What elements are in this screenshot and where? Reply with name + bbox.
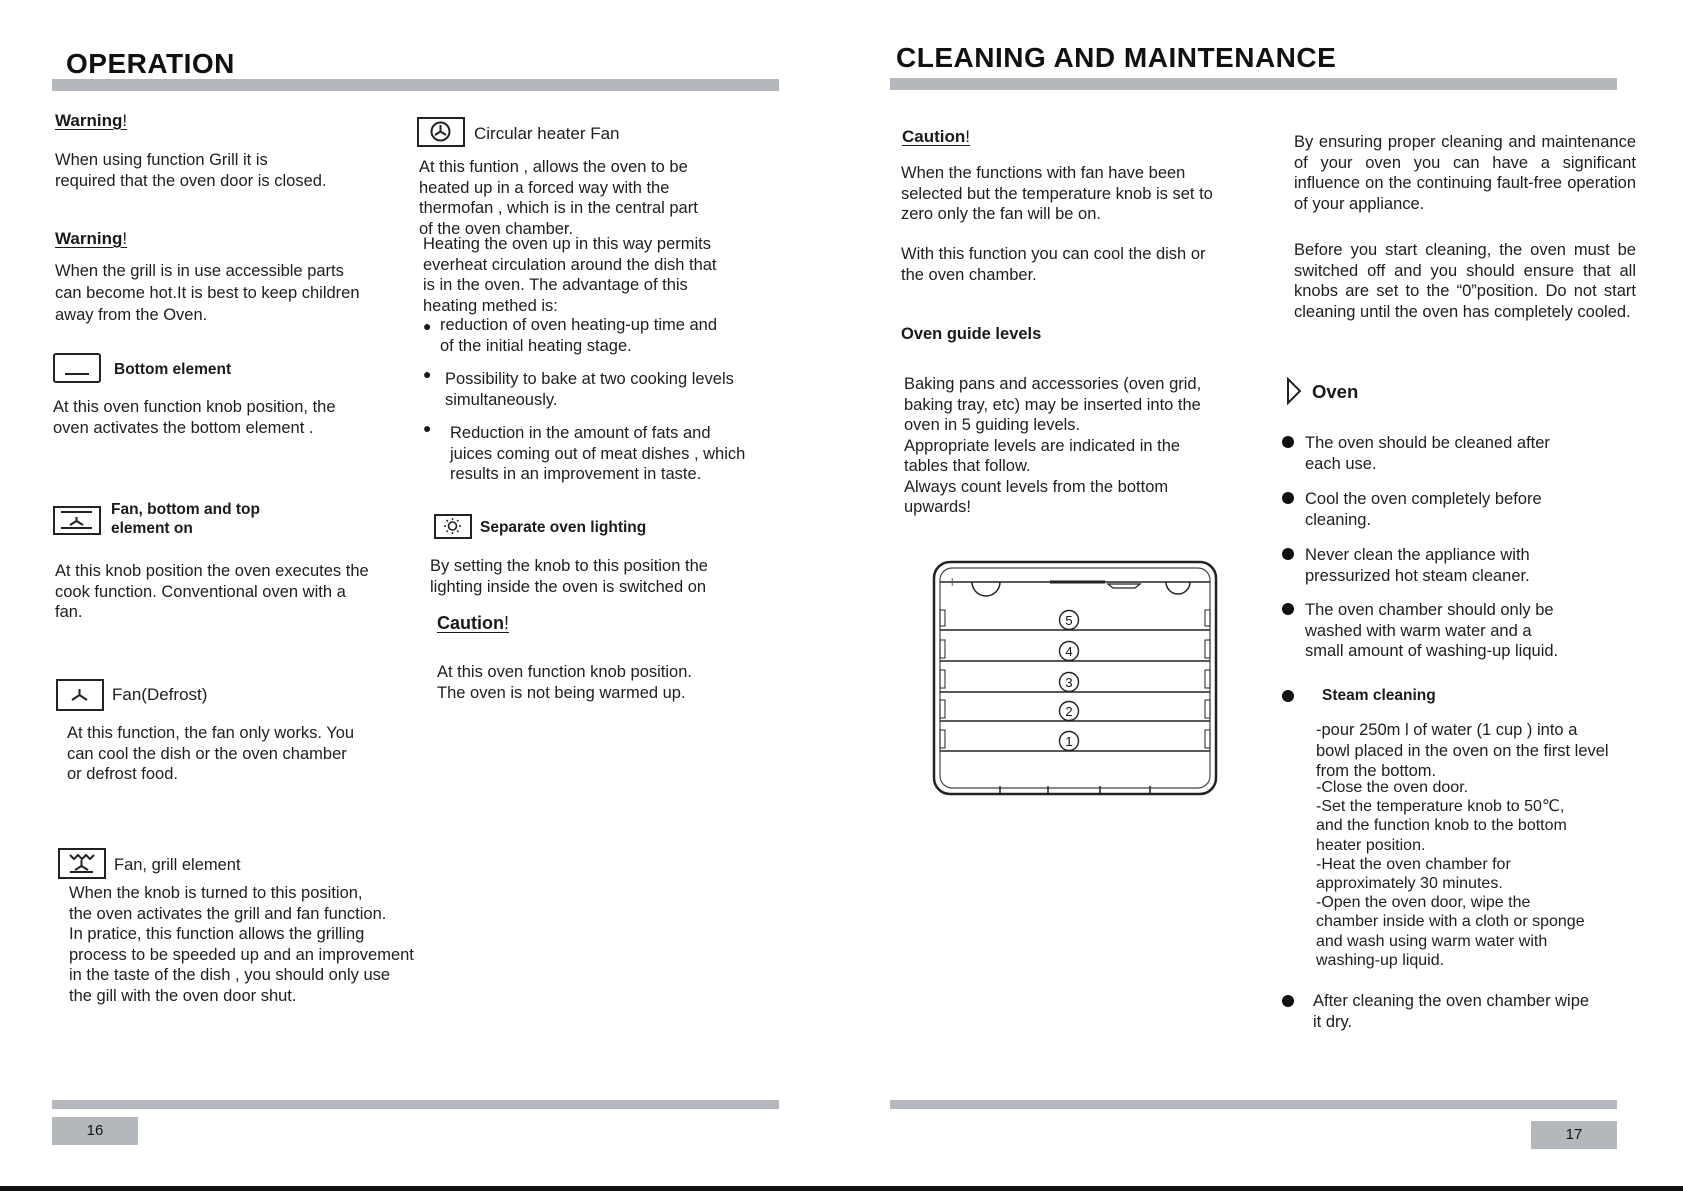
page-title-operation: OPERATION <box>66 48 235 79</box>
bottom-element-text: At this oven function knob position, the oven activates the bottom element . <box>53 398 336 437</box>
fan-symbol: ⊹ <box>948 577 957 588</box>
header-rule-right <box>890 78 1617 90</box>
warning-text-2: When the grill is in use accessible parts can become hot.It is best to keep children away from the Oven. <box>55 262 360 324</box>
bullet-dot: ● <box>423 366 432 382</box>
fan-bottom-top-icon <box>53 506 101 535</box>
oven-outer-frame <box>934 562 1216 794</box>
steam-text-2: -Close the oven door. -Set the temperature knob to 50℃, and the function knob to the bottom heater position. -Heat the oven chamber for approximately 30 minutes. -Open the oven door, wipe the chamber inside with a cloth or sponge and wash using warm water with washing-up liquid. <box>1316 779 1585 969</box>
footer-rule-right <box>890 1100 1617 1109</box>
circular-fan-text-1: At this funtion , allows the oven to be heated up in a forced way with the thermofan , which is in the central part of the oven chamber. <box>419 158 698 238</box>
bullet-dot <box>1282 492 1294 504</box>
page-number-17: 17 <box>1531 1121 1617 1149</box>
header-rule-left <box>52 79 779 91</box>
bottom-element-label: Bottom element <box>114 361 232 378</box>
caution-label: Caution <box>902 127 966 146</box>
fan-defrost-label: Fan(Defrost) <box>112 685 208 704</box>
page-number-16: 16 <box>52 1117 138 1145</box>
after-cleaning-text: After cleaning the oven chamber wipe it dry. <box>1313 992 1590 1031</box>
shelf-rails <box>940 610 1210 751</box>
bullet-dot <box>1282 548 1294 560</box>
oven-bullet-1: The oven should be cleaned after each use. <box>1305 434 1550 473</box>
fan-grill-label: Fan, grill element <box>114 856 241 874</box>
warning-mark: ! <box>122 111 128 130</box>
fan-defrost-text: At this function, the fan only works. You can cool the dish or the oven chamber or defrost food. <box>67 724 355 783</box>
level-2-label: 2 <box>1065 704 1073 719</box>
level-4-label: 4 <box>1065 644 1073 659</box>
warning-label: Warning <box>55 111 123 130</box>
oven-inner-frame <box>940 568 1210 788</box>
bullet-dot <box>1282 690 1294 702</box>
circular-fan-bullet-2: Possibility to bake at two cooking levels simultaneously. <box>445 370 734 409</box>
bullet-dot <box>1282 436 1294 448</box>
level-3-label: 3 <box>1065 675 1073 690</box>
bullet-dot: ● <box>423 318 432 334</box>
warning-heading-2 <box>55 229 127 249</box>
bullet-dot: ● <box>423 420 432 436</box>
page-title-cleaning: CLEANING AND MAINTENANCE <box>896 42 1337 73</box>
caution-heading-right <box>902 127 970 147</box>
lamp-icon <box>434 514 472 539</box>
circular-fan-text-2: Heating the oven up in this way permits everheat circulation around the dish that is in the oven. The advantage of this heating methed is: <box>423 235 717 315</box>
oven-bullet-2: Cool the oven completely before cleaning. <box>1305 490 1542 529</box>
guide-levels-text: Baking pans and accessories (oven grid, baking tray, etc) may be inserted into the oven in 5 guiding levels. Appropriate levels are indicated in the tables that follow. Always count levels from the bottom upwards! <box>904 375 1202 516</box>
circular-fan-bullet-1: reduction of oven heating-up time and of the initial heating stage. <box>440 316 718 355</box>
caution-mark: ! <box>965 127 971 146</box>
scan-edge <box>0 1186 1683 1191</box>
caution-text-left: At this oven function knob position. The oven is not being warmed up. <box>437 663 692 702</box>
lighting-label: Separate oven lighting <box>480 519 647 536</box>
guide-levels-heading: Oven guide levels <box>901 325 1042 343</box>
caution-text-right-1: When the functions with fan have been selected but the temperature knob is set to zero only the fan will be on. <box>901 164 1213 223</box>
footer-rule-left <box>52 1100 779 1109</box>
intro-text-2: Before you start cleaning, the oven must be switched off and you should ensure that all knobs are set to the “0”position. Do not start cleaning until the oven has completely cooled. <box>1294 241 1636 321</box>
fan-grill-text: When the knob is turned to this position, the oven activates the grill and fan function. In pratice, this function allows the grilling process to be speeded up and an improvement in the taste of the dish , you should only use the gill with the oven door shut. <box>69 884 414 1005</box>
fan-bottom-top-text: At this knob position the oven executes the cook function. Conventional oven with a fan. <box>55 562 369 621</box>
intro-text-1: By ensuring proper cleaning and maintenance of your oven you can have a significant influence on the continuing fault-free operation of your appliance. <box>1294 133 1636 213</box>
caution-heading-left <box>437 613 509 634</box>
caution-label: Caution <box>437 613 504 633</box>
warning-mark: ! <box>122 229 128 248</box>
caution-mark: ! <box>504 613 510 633</box>
warning-text-1: When using function Grill it is required that the oven door is closed. <box>55 151 327 190</box>
level-markers <box>1060 611 1079 751</box>
warning-label: Warning <box>55 229 123 248</box>
fan-defrost-icon <box>56 679 104 711</box>
play-triangle-icon <box>1286 377 1302 405</box>
circular-fan-bullet-3: Reduction in the amount of fats and juices coming out of meat dishes , which results in an improvement in taste. <box>450 424 746 483</box>
oven-levels-diagram <box>930 558 1220 798</box>
circular-fan-label: Circular heater Fan <box>474 124 620 143</box>
warning-heading-1 <box>55 111 127 131</box>
fan-bottom-top-label: Fan, bottom and top element on <box>111 501 260 537</box>
bullet-dot <box>1282 603 1294 615</box>
steam-text-1: -pour 250m l of water (1 cup ) into a bowl placed in the oven on the first level from the bottom. <box>1316 721 1609 780</box>
level-1-label: 1 <box>1065 734 1073 749</box>
level-5-label: 5 <box>1065 613 1073 628</box>
bullet-dot <box>1282 995 1294 1007</box>
steam-cleaning-heading: Steam cleaning <box>1322 687 1436 704</box>
fan-grill-icon <box>58 848 106 879</box>
oven-bullet-4: The oven chamber should only be washed with warm water and a small amount of washing-up liquid. <box>1305 601 1559 660</box>
oven-bullet-3: Never clean the appliance with pressurized hot steam cleaner. <box>1305 546 1530 585</box>
oven-heading: Oven <box>1312 381 1359 402</box>
lighting-text: By setting the knob to this position the lighting inside the oven is switched on <box>430 557 708 596</box>
caution-text-right-2: With this function you can cool the dish or the oven chamber. <box>901 245 1206 284</box>
circular-fan-icon <box>417 117 465 147</box>
bottom-element-icon <box>53 353 101 383</box>
